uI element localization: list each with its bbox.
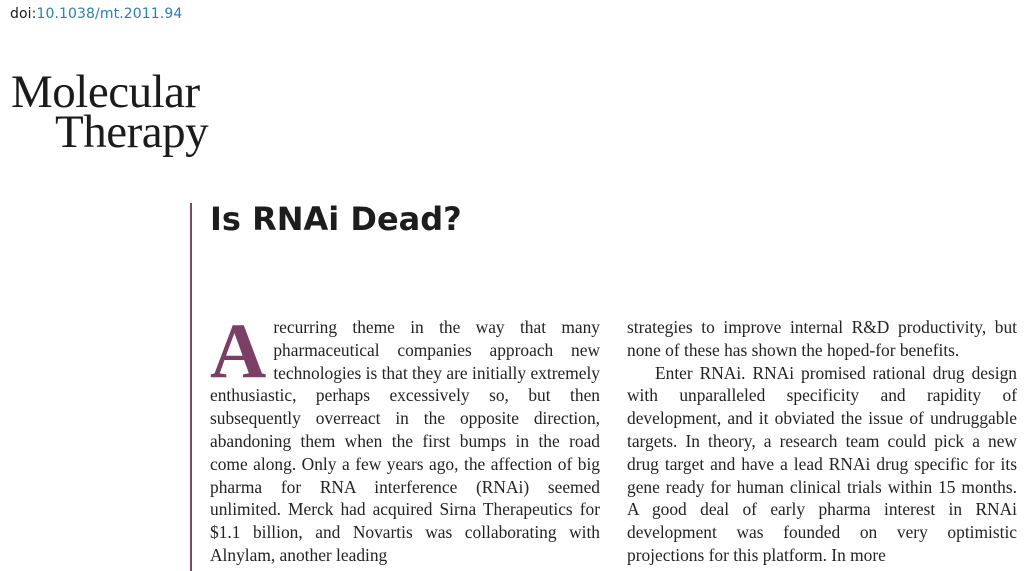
vertical-accent-rule (190, 203, 192, 571)
doi-link[interactable]: 10.1038/mt.2011.94 (36, 6, 183, 22)
doi-prefix: doi: (10, 6, 37, 22)
drop-cap: A (210, 307, 267, 394)
right-paragraph-1: strategies to improve internal R&D productivity, but none of these has shown the hoped-for benefits. (627, 317, 1017, 360)
journal-logo-line2: Therapy (55, 106, 209, 158)
left-paragraph-1 (210, 307, 600, 567)
journal-logo-line1: Molecular (11, 66, 200, 118)
article-title: Is RNAi Dead? (210, 200, 462, 238)
right-column (627, 316, 1017, 567)
doi-line (10, 6, 182, 22)
left-column (210, 307, 600, 567)
journal-logo (11, 66, 261, 162)
left-paragraph-1-text: recurring theme in the way that many pharmaceutical companies approach new technologies is that they are initially extremely enthusiastic, perhaps excessively so, but then subsequently overreact in the opposite direction, abandoning them when the first bumps in the road come along. Only a few years ago, the affection of big pharma for RNA interference (RNAi) seemed unlimited. Merck had acquired Sirna Therapeutics for $1.1 billion, and Novartis was collaborating with Alnylam, another leading (210, 317, 600, 565)
right-paragraph-2: Enter RNAi. RNAi promised rational drug design with unparalleled specificity and rapidity of development, and it obviated the issue of undruggable targets. In theory, a research team could pick a new drug target and have a lead RNAi drug specific for its gene ready for human clinical trials within 15 months. A good deal of early pharma interest in RNAi development was founded on very optimistic projections for this platform. In more (627, 362, 1017, 565)
